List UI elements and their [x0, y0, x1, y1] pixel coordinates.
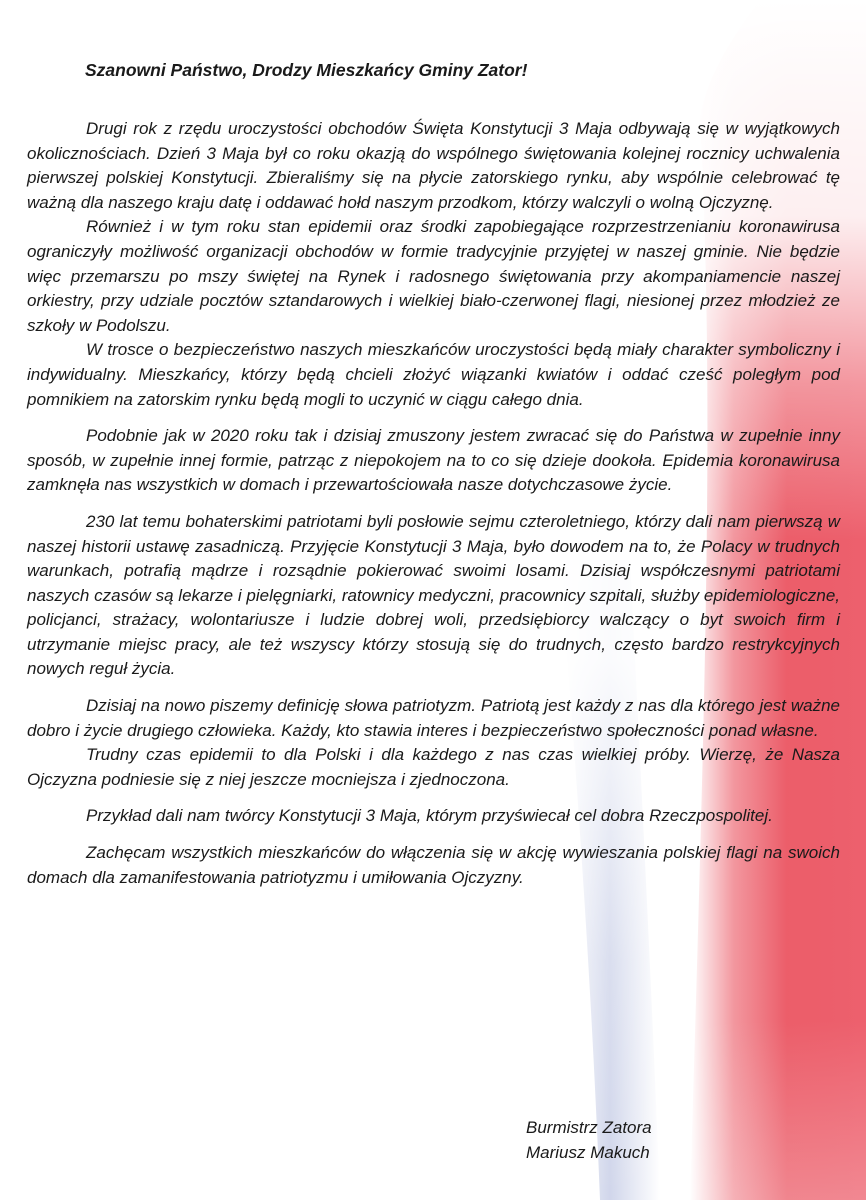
- paragraph-1: Drugi rok z rzędu uroczystości obchodów Święta Konstytucji 3 Maja odbywają się w wyjątkowych okolicznościach. Dzień 3 Maja był co roku okazją do wspólnego świętowania kolejnej rocznicy uchwalenia pierwszej polskiej Konstytucji. Zbieraliśmy się na płycie zatorskiego rynku, aby wspólnie celebrować tę ważną dla naszego kraju datę i oddawać hołd naszym przodkom, którzy walczyli o wolną Ojczyznę.: [27, 119, 840, 212]
- signature-name: Mariusz Makuch: [526, 1143, 650, 1162]
- paragraph-6: Dzisiaj na nowo piszemy definicję słowa patriotyzm. Patriotą jest każdy z nas dla którego jest ważne dobro i życie drugiego człowieka. Każdy, kto stawia interes i bezpieczeństwo społeczności ponad własne.: [27, 696, 840, 740]
- paragraph-8: Przykład dali nam twórcy Konstytucji 3 Maja, którym przyświecał cel dobra Rzeczpospolitej.: [86, 806, 773, 826]
- paragraph-3: W trosce o bezpieczeństwo naszych mieszkańców uroczystości będą miały charakter symboliczny i indywidualny. Mieszkańcy, którzy będą chcieli złożyć wiązanki kwiatów i oddać cześć poległym pod pomnikiem na zatorskim rynku będą mogli to uczynić w ciągu całego dnia.: [27, 340, 840, 409]
- paragraph-9: Zachęcam wszystkich mieszkańców do włączenia się w akcję wywieszania polskiej flagi na swoich domach dla zamanifestowania patriotyzmu i umiłowania Ojczyzny.: [27, 843, 840, 887]
- paragraph-2: Również i w tym roku stan epidemii oraz środki zapobiegające rozprzestrzenianiu koronawirusa ograniczyły możliwość organizacji obchodów w formie tradycyjnie przyjętej w naszej gminie. Nie będzie więc przemarszu po mszy świętej na Rynek i radosnego świętowania przy akompaniamencie naszej orkiestry, przy udziale pocztów sztandarowych i wielkiej biało-czerwonej flagi, niesionej przez młodzież ze szkoły w Podolszu.: [27, 217, 840, 335]
- paragraph-5: 230 lat temu bohaterskimi patriotami byli posłowie sejmu czteroletniego, którzy dali nam pierwszą w naszej historii ustawę zasadniczą. Przyjęcie Konstytucji 3 Maja, było dowodem na to, że Polacy w trudnych warunkach, potrafią mądrze i rozsądnie pokierować swoimi losami. Dzisiaj współczesnymi patriotami naszych czasów są lekarze i pielęgniarki, ratownicy medyczni, pracownicy szpitali, służby epidemiologiczne, policjanci, strażacy, wolontariusze i ludzie dobrej woli, przedsiębiorcy walczący o byt swoich firm i utrzymanie miejsc pracy, ale też wszyscy którzy stosują się do trudnych, często bardzo restrykcyjnych nowych reguł życia.: [27, 511, 840, 679]
- signature-block: [526, 1115, 652, 1165]
- greeting: Szanowni Państwo, Drodzy Mieszkańcy Gminy Zator!: [85, 60, 528, 80]
- paragraph-7: Trudny czas epidemii to dla Polski i dla każdego z nas czas wielkiej próby. Wierzę, że Nasza Ojczyzna podniesie się z niej jeszcze mocniejsza i zjednoczona.: [27, 745, 840, 789]
- signature-title: Burmistrz Zatora: [526, 1118, 652, 1137]
- letter-body: [27, 117, 840, 890]
- paragraph-4: Podobnie jak w 2020 roku tak i dzisiaj zmuszony jestem zwracać się do Państwa w zupełnie inny sposób, w zupełnie innej formie, patrząc z niepokojem na to co się dzieje dookoła. Epidemia koronawirusa zamknęła nas wszystkich w domach i przewartościowała nasze dotychczasowe życie.: [27, 426, 840, 495]
